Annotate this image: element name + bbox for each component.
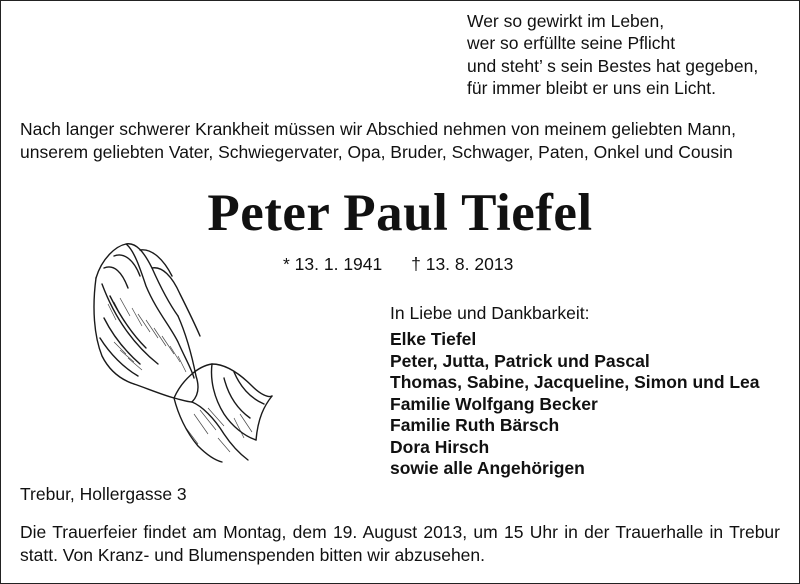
deceased-name: Peter Paul Tiefel [207, 184, 593, 242]
funeral-service-info: Die Trauerfeier findet am Montag, dem 19. August 2013, um 15 Uhr in der Trauerhalle in Trebur statt. Von Kranz- und Blumenspenden bitten wir abzusehen. [20, 522, 780, 565]
announcement-text [20, 118, 790, 163]
mourner-name: Familie Wolfgang Becker [390, 393, 598, 414]
mourner-name: Elke Tiefel [390, 329, 477, 349]
poem-line: für immer bleibt er uns ein Licht. [467, 77, 716, 98]
poem-line: und steht’ s sein Bestes hat gegeben, [467, 55, 759, 76]
home-address: Trebur, Hollergasse 3 [20, 484, 187, 504]
announcement-line: unserem geliebten Vater, Schwiegervater, Opa, Bruder, Schwager, Paten, Onkel und Cousin [20, 141, 733, 162]
poem-line: Wer so gewirkt im Leben, [467, 11, 665, 31]
mourner-name: Peter, Jutta, Patrick und Pascal [390, 350, 650, 371]
life-dates [283, 254, 513, 275]
mourners-list [390, 329, 760, 480]
birth-date: * 13. 1. 1941 [283, 254, 383, 274]
poem-line: wer so erfüllte seine Pflicht [467, 33, 676, 54]
mourner-name: Familie Ruth Bärsch [390, 415, 560, 435]
announcement-line: Nach langer schwerer Krankheit müssen wir Abschied nehmen von meinem geliebten Mann, [20, 119, 736, 139]
death-date: † 13. 8. 2013 [411, 254, 514, 274]
mourner-name: Thomas, Sabine, Jacqueline, Simon und Lea [390, 372, 760, 392]
mourners-heading: In Liebe und Dankbarkeit: [390, 303, 590, 323]
mourner-name: Dora Hirsch [390, 436, 490, 457]
memorial-poem [467, 10, 758, 99]
mourner-name: sowie alle Angehörigen [390, 458, 585, 478]
praying-hands-icon [74, 238, 274, 463]
